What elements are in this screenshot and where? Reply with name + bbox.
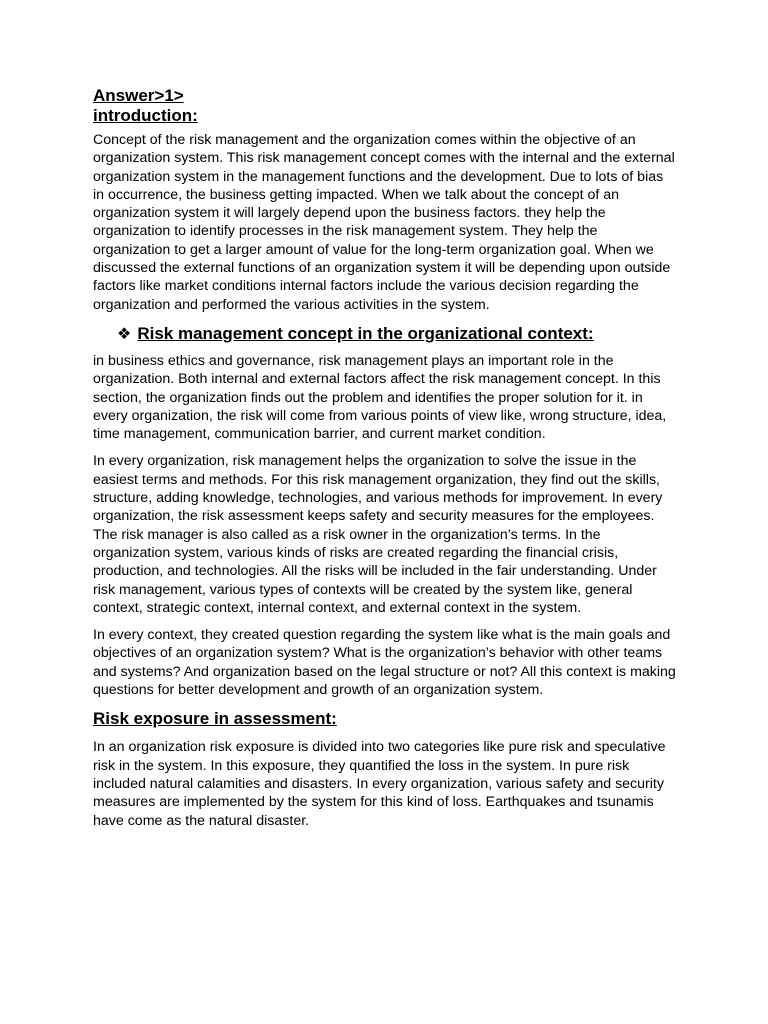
answer-heading: Answer>1> <box>93 86 184 105</box>
introduction-heading: introduction: <box>93 106 198 125</box>
risk-concept-heading <box>117 324 677 344</box>
context-paragraph-1: in business ethics and governance, risk management plays an important role in the organization. Both internal and external factors affect the risk management concept. In this section, the organization finds out the problem and identifies the proper solution for it. in every organization, the risk will come from various points of view like, wrong structure, idea, time management, communication barrier, and current market condition. <box>93 352 667 443</box>
context-paragraph-2: In every organization, risk management helps the organization to solve the issue in the easiest terms and methods. For this risk management organization, they find out the skills, structure, adding knowledge, technologies, and various methods for improvement. In every organization, the risk assessment keeps safety and security measures for the employees. The risk manager is also called as a risk owner in the organization’s terms. In the organization system, various kinds of risks are created regarding the financial crisis, production, and technologies. All the risks will be included in the fair understanding. Under risk management, various types of contexts will be created by the system like, general context, strategic context, internal context, and external context in the system. <box>93 453 663 616</box>
exposure-paragraph: In an organization risk exposure is divided into two categories like pure risk and speculative risk in the system. In this exposure, they quantified the loss in the system. In pure risk included natural calamities and disasters. In every organization, various safety and security measures are implemented by the system for this kind of loss. Earthquakes and tsunamis have come as the natural disaster. <box>93 739 666 829</box>
intro-paragraph: Concept of the risk management and the organization comes within the objective of an organization system. This risk management concept comes with the internal and the external organization system in the management functions and the development. Due to lots of bias in occurrence, the business getting impacted. When we talk about the concept of an organization system it will largely depend upon the business factors. they help the organization to identify processes in the risk management system. They help the organization to get a larger amount of value for the long-term organization goal. When we discussed the external functions of an organization system it will be depending upon outside factors like market conditions internal factors include the various decision regarding the organization and performed the various activities in the system. <box>93 132 675 313</box>
diamond-bullet-icon: ❖ <box>117 323 132 343</box>
document-page <box>93 86 677 830</box>
risk-concept-heading-text: Risk management concept in the organizational context: <box>137 323 594 343</box>
risk-exposure-heading: Risk exposure in assessment: <box>93 709 337 729</box>
context-paragraph-3: In every context, they created question regarding the system like what is the main goals and objectives of an organization system? What is the organization’s behavior with other teams and systems? And organization based on the legal structure or not? All this context is making questions for better development and growth of an organization system. <box>93 627 676 699</box>
